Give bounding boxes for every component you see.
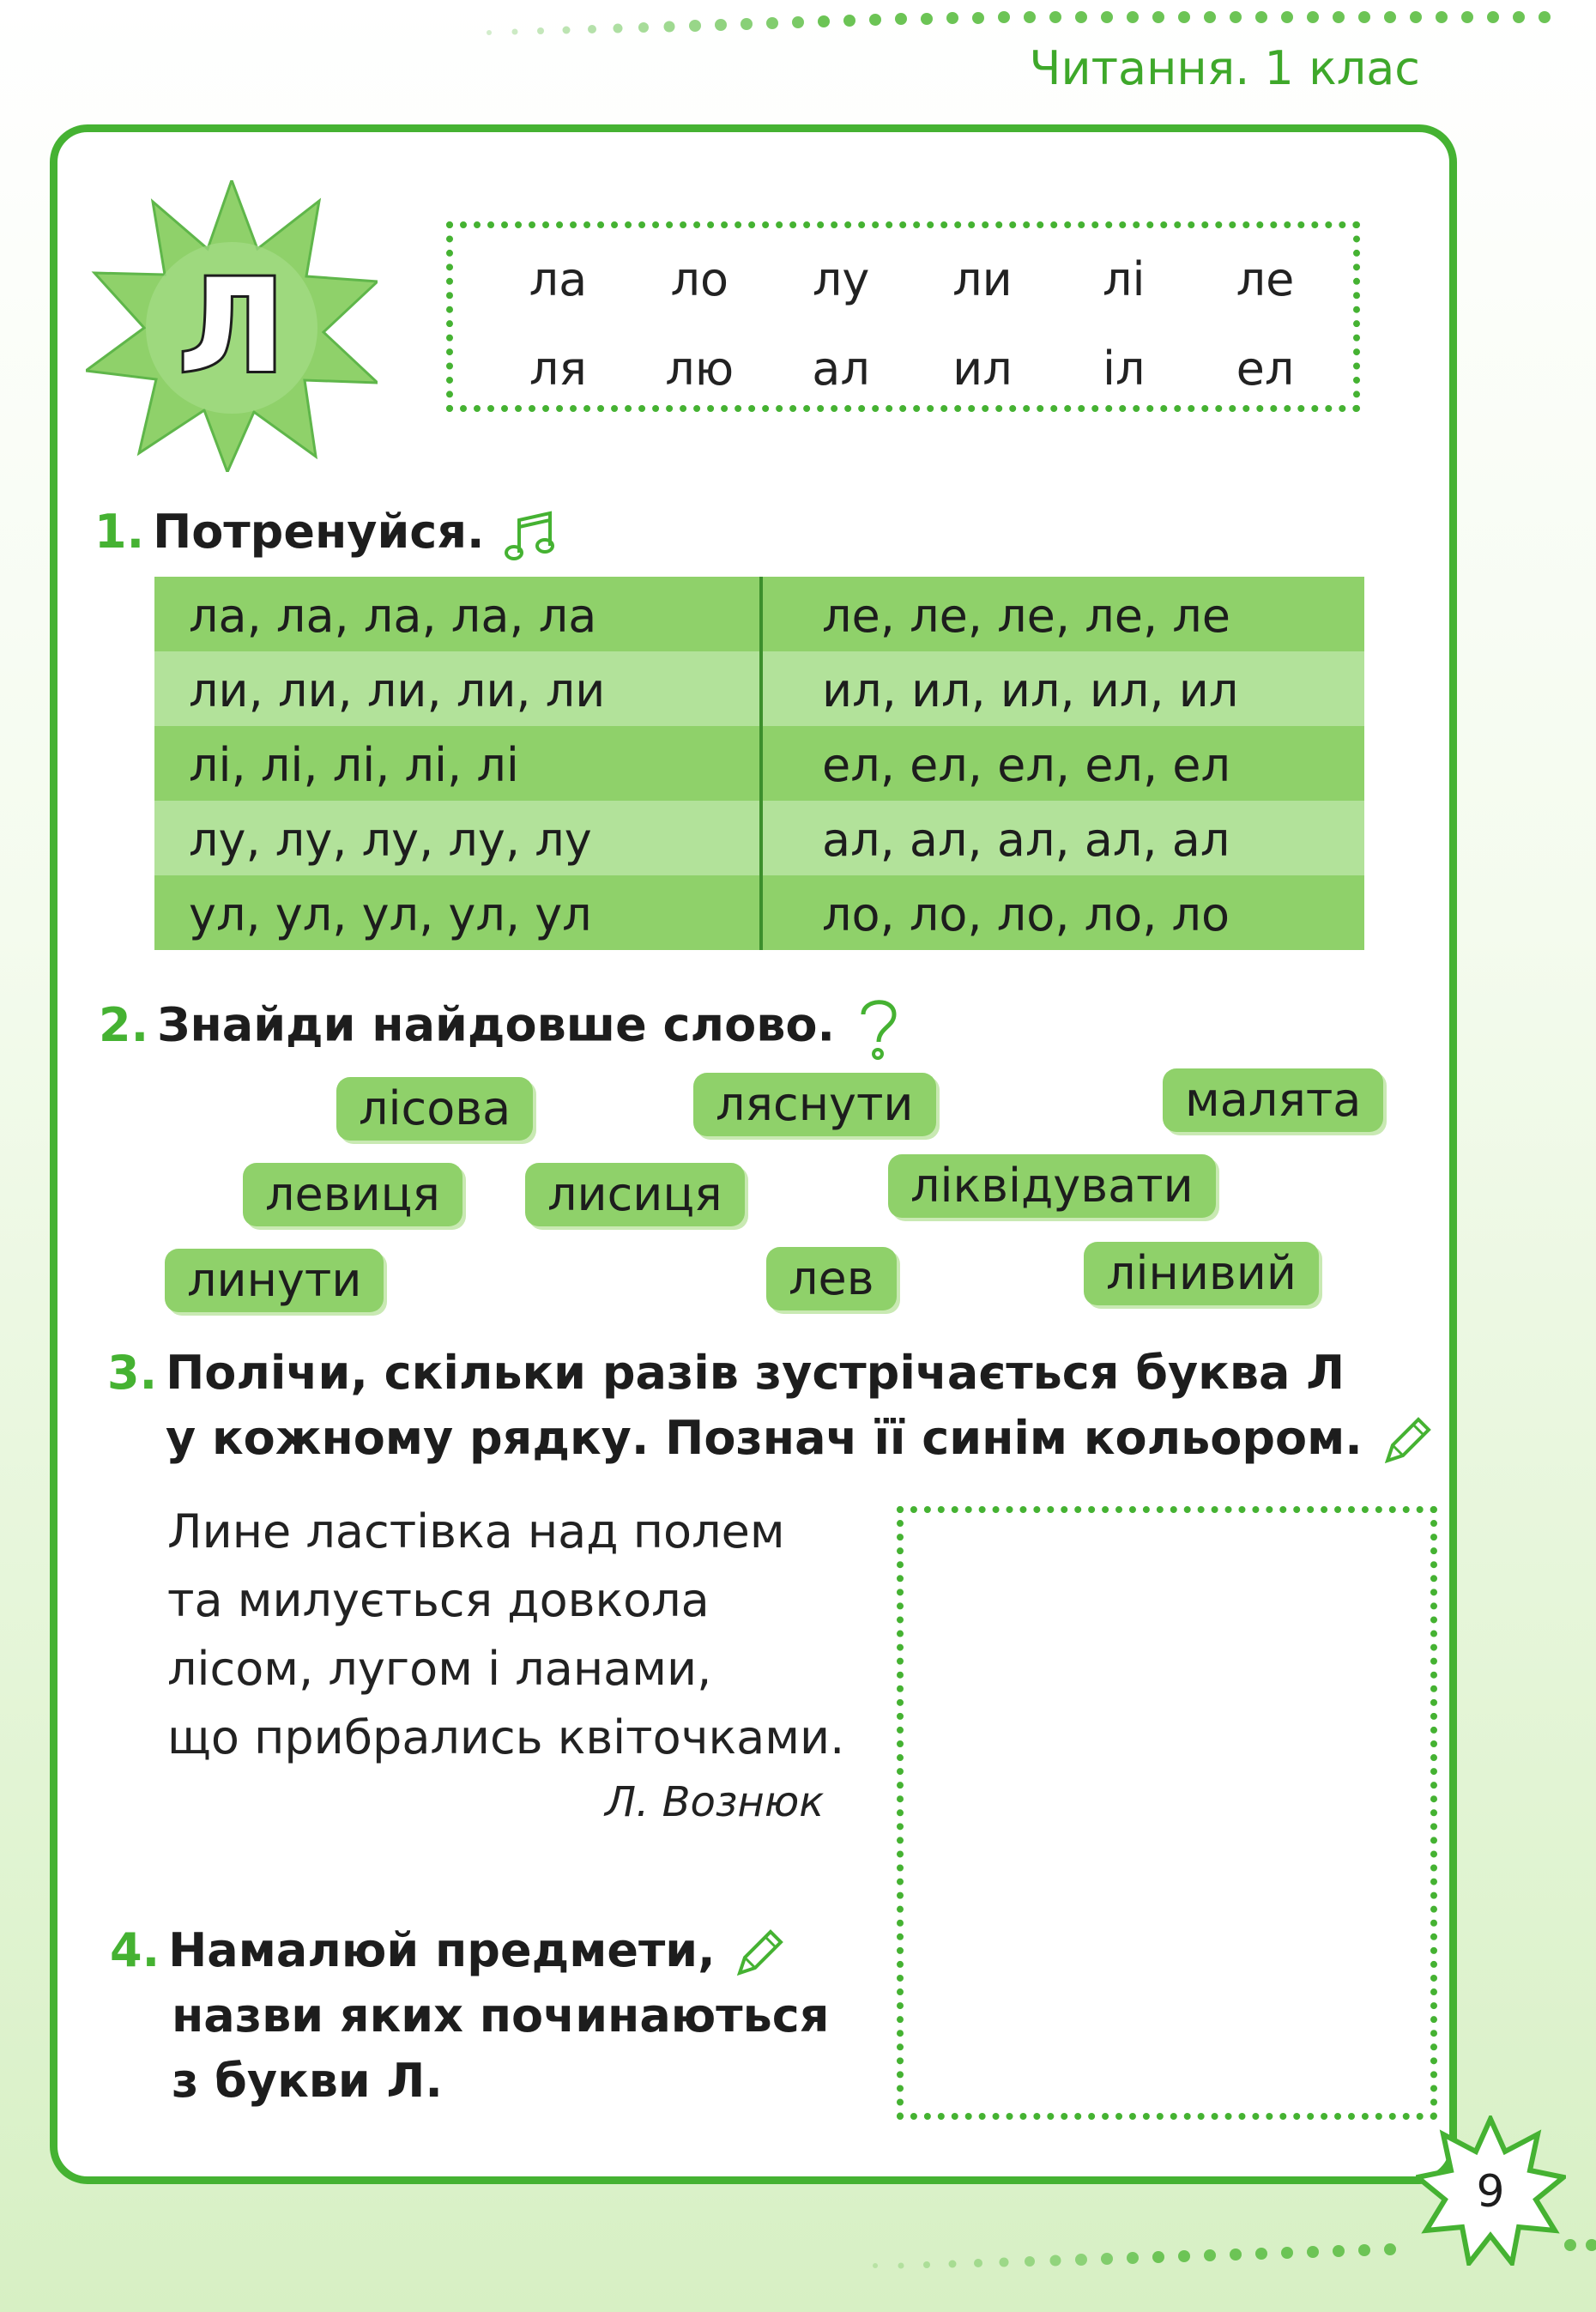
music-note-icon [500,505,560,565]
syllable: ло [670,252,729,306]
letter-glyph: Л [178,252,286,402]
letter-star-badge [86,180,378,472]
poem [167,1498,844,1772]
word-chip: лев [766,1247,897,1310]
syllable: лі [1102,252,1146,306]
word-chip: левиця [243,1163,462,1226]
syllable: ла [529,252,588,306]
task-4-line-1 [110,1918,829,1983]
task-4-number: 4. [110,1923,160,1977]
poem-author: Л. Вознюк [605,1778,825,1826]
task-3-title [107,1341,1436,1471]
task-3-text-2: у кожному рядку. Познач її синім кольором. [166,1411,1363,1465]
question-mark-icon [851,994,903,1062]
syllables-box [446,221,1360,412]
table-divider [759,577,763,950]
table-cell: лу, лу, лу, лу, лу [189,813,592,867]
drawing-area[interactable] [897,1506,1437,2120]
syllable: лу [812,252,870,306]
poem-line: лісом, лугом і ланами, [167,1642,712,1696]
table-cell: лі, лі, лі, лі, лі [189,738,519,792]
table-cell: ли, ли, ли, ли, ли [189,663,606,717]
syllable: ил [952,342,1013,396]
syllable: ля [529,342,587,396]
table-cell: ле, ле, ле, ле, ле [822,589,1231,643]
syllable: ли [952,252,1013,306]
word-chip: ліквідувати [888,1154,1216,1218]
task-3-line-2 [107,1406,1436,1471]
word-chip: линути [165,1249,384,1312]
poem-line: та милується довкола [167,1573,710,1627]
pencil-icon [1379,1413,1436,1469]
word-chip: лісова [336,1077,533,1141]
syllable: ле [1236,252,1295,306]
task-1-title [94,505,560,565]
task-3-line-1 [107,1341,1436,1406]
word-chip: малята [1163,1068,1383,1132]
task-1-number: 1. [94,505,145,559]
poem-line: Лине ластівка над полем [167,1504,785,1558]
word-chip: ляснути [693,1073,936,1136]
page-number-star [1416,2115,1566,2266]
header-title: Читання. 1 клас [1029,41,1420,95]
task-3-number: 3. [107,1346,158,1400]
task-3-text-1: Полічи, скільки разів зустрічається буква Л [166,1346,1345,1400]
table-cell: ул, ул, ул, ул, ул [189,887,592,941]
table-cell: ел, ел, ел, ел, ел [822,738,1231,792]
poem-line: що прибрались квіточками. [167,1710,845,1764]
syllables-row-2 [487,342,1336,396]
task-4-text-1: Намалюй предмети, [168,1923,716,1977]
pencil-icon [731,1925,788,1982]
syllable: іл [1102,342,1146,396]
task-4-line-3: з букви Л. [172,2054,443,2108]
page-number: 9 [1476,2166,1505,2218]
task-1-text: Потренуйся. [153,505,485,559]
syllable: ел [1236,342,1295,396]
table-cell: ла, ла, ла, ла, ла [189,589,597,643]
task-4-line-2: назви яких починаються [172,1988,830,2043]
syllable: ал [812,342,870,396]
task-2-number: 2. [99,997,149,1052]
task-4-title [110,1918,829,2114]
table-cell: ал, ал, ал, ал, ал [822,813,1230,867]
top-dots-decoration [481,7,1562,41]
table-cell: ло, ло, ло, ло, ло [822,887,1230,941]
table-cell: ил, ил, ил, ил, ил [822,663,1239,717]
syllable-practice-table [154,577,1364,950]
word-chip: лінивий [1084,1242,1319,1305]
syllable: лю [665,342,735,396]
word-chip: лисиця [525,1163,745,1226]
task-2-text: Знайди найдовше слово. [157,997,835,1052]
task-2-title [99,994,903,1062]
syllables-row-1 [487,252,1336,306]
